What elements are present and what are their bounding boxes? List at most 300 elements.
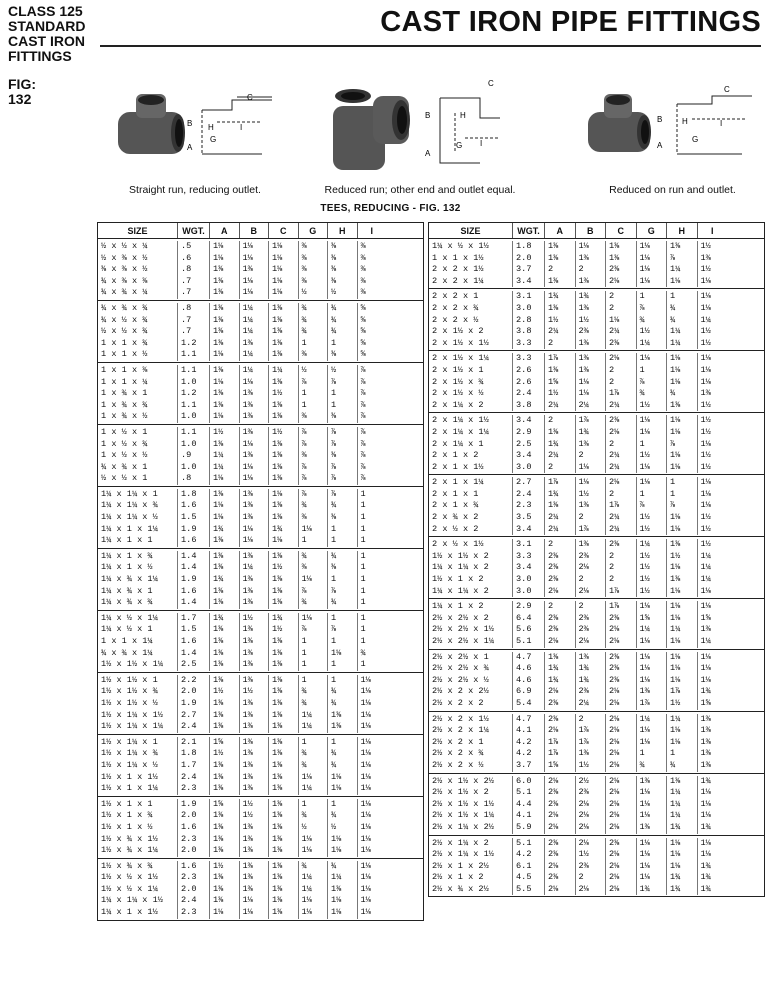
- table-cell: ⅞: [331, 488, 337, 499]
- table-cell: ¾: [301, 597, 307, 608]
- table-cell: 1⅛: [301, 845, 312, 856]
- column-wgt: [178, 675, 210, 733]
- table-cell: 1½ x 1¼ x 1: [101, 736, 158, 747]
- table-cell: 2⅜: [609, 837, 620, 848]
- table-cell: ¾: [639, 388, 645, 399]
- table-cell: 1: [639, 488, 645, 499]
- table-cell: ¾: [301, 500, 307, 511]
- table-cell: 1⅜: [213, 709, 224, 720]
- table-cell: 1⅜: [242, 821, 253, 832]
- table-cell: ⅜ x ⅜ x ½: [101, 264, 148, 275]
- table-cell: ⅜: [331, 264, 337, 275]
- table-cell: 1: [670, 291, 676, 302]
- table-cell: 1.4: [181, 562, 197, 573]
- column-b: [576, 838, 607, 896]
- table-cell: 1⅛: [242, 907, 253, 918]
- table-cell: 1: [301, 388, 307, 399]
- table-cell: 1⅜: [213, 287, 224, 298]
- table-cell: 1⅛: [578, 388, 589, 399]
- table-cell: 1⅜: [213, 585, 224, 596]
- table-cell: 2½ x 2 x 1¼: [432, 725, 489, 736]
- table-cell: 1½ x ¾ x 1½: [101, 833, 158, 844]
- size-group: [429, 774, 764, 836]
- column-g: [637, 291, 668, 349]
- table-cell: 4.2: [516, 736, 532, 747]
- table-cell: 2.3: [181, 872, 197, 883]
- table-cell: ⅜: [331, 562, 337, 573]
- table-cell: 1⅛: [700, 291, 711, 302]
- table-cell: ⅞: [360, 438, 366, 449]
- table-cell: 1¼ x ¾ x 1¼: [101, 574, 158, 585]
- table-cell: 1⅛: [242, 287, 253, 298]
- table-cell: 2 x 1½ x 1½: [432, 337, 489, 348]
- table-cell: 1⅛: [609, 314, 620, 325]
- table-cell: 1⅜: [272, 438, 283, 449]
- table-cell: 1 x ½ x 1: [101, 426, 148, 437]
- table-cell: 1⅜: [272, 845, 283, 856]
- column-i: [358, 489, 387, 547]
- table-cell: 2⅛: [609, 787, 620, 798]
- table-cell: ⅞: [331, 426, 337, 437]
- table-cell: 1¼: [670, 264, 681, 275]
- column-header: I: [370, 225, 373, 236]
- table-cell: 1: [360, 659, 366, 670]
- table-cell: 1⅛: [700, 500, 711, 511]
- table-cell: 1⅜: [213, 636, 224, 646]
- table-cell: ¾ x ⅜ x ⅜: [101, 275, 148, 286]
- table-cell: 1⅜: [242, 264, 253, 275]
- table-cell: 1⅜: [548, 364, 559, 375]
- column-b: [240, 427, 270, 485]
- table-cell: ⅜: [301, 264, 307, 275]
- table-cell: 1½: [213, 748, 224, 759]
- table-cell: 4.4: [516, 798, 532, 809]
- column-i: [698, 776, 728, 834]
- table-cell: 1.4: [181, 550, 197, 561]
- column-size: [98, 365, 178, 423]
- table-cell: 1.6: [181, 500, 197, 511]
- table-cell: 2½ x 1¼ x 1½: [432, 849, 494, 860]
- table-cell: ¾: [331, 314, 337, 325]
- tee-diagram-1: [182, 92, 277, 170]
- table-cell: ⅞: [360, 411, 366, 422]
- dimension-table-right: [428, 222, 765, 897]
- table-cell: ¾: [331, 759, 337, 770]
- svg-text:G: G: [692, 135, 699, 144]
- table-cell: 1¼: [242, 326, 253, 337]
- table-cell: 1⅛: [670, 636, 681, 646]
- table-cell: 1¼: [242, 314, 253, 325]
- table-cell: ½: [331, 821, 337, 832]
- table-cell: 2¼: [609, 512, 620, 523]
- table-cell: 1½: [242, 798, 253, 809]
- table-cell: 2½ x 1½ x 1½: [432, 798, 494, 809]
- table-cell: 1.9: [181, 523, 197, 534]
- table-cell: 1¾: [272, 523, 283, 534]
- column-size: [429, 415, 513, 473]
- table-cell: 2: [548, 415, 554, 426]
- table-cell: 1⅜: [548, 651, 559, 662]
- table-cell: 3.0: [516, 585, 532, 596]
- table-cell: 1.9: [181, 798, 197, 809]
- table-cell: 1: [301, 736, 307, 747]
- column-h: [667, 838, 698, 896]
- table-cell: 1⅜: [670, 574, 681, 585]
- table-cell: 1⅜: [700, 388, 711, 399]
- table-cell: 1⅜: [213, 488, 224, 499]
- table-cell: 1⅛: [700, 353, 711, 364]
- column-i: [358, 365, 387, 423]
- table-cell: 2½ x 2 x 2: [432, 697, 484, 708]
- column-i: [698, 539, 728, 597]
- table-cell: 1⅜: [272, 860, 283, 871]
- table-cell: 1⅞: [548, 736, 559, 747]
- table-cell: 1.4: [181, 597, 197, 608]
- column-size: [429, 241, 513, 287]
- table-cell: 2⅛: [609, 759, 620, 770]
- size-group: [98, 797, 423, 859]
- table-cell: 1⅜: [242, 721, 253, 732]
- table-cell: 1⅜: [213, 562, 224, 573]
- table-cell: 2 x ½ x 2: [432, 523, 479, 534]
- svg-text:H: H: [460, 111, 466, 120]
- table-cell: 4.1: [516, 810, 532, 821]
- table-cell: 1⅜: [578, 500, 589, 511]
- table-cell: 1¼: [670, 624, 681, 635]
- table-cell: 1⅜: [213, 275, 224, 286]
- column-b: [576, 539, 607, 597]
- table-cell: .7: [181, 287, 192, 298]
- table-cell: 1⅜: [272, 512, 283, 523]
- column-size: [98, 799, 178, 857]
- table-cell: 1⅜: [272, 473, 283, 484]
- table-cell: 1⅛: [360, 721, 371, 732]
- table-cell: 3.7: [516, 264, 532, 275]
- table-cell: ½ x ⅜ x ½: [101, 252, 148, 263]
- table-cell: 1⅛: [242, 241, 253, 251]
- column-wgt: [513, 776, 545, 834]
- table-cell: 2 x ¾ x 2: [432, 512, 479, 523]
- table-cell: 1⅜: [242, 783, 253, 794]
- table-cell: 1⅛: [700, 674, 711, 685]
- table-cell: 1⅜: [242, 488, 253, 499]
- table-cell: 1½: [639, 450, 650, 461]
- table-cell: 2 x ½ x 1½: [432, 539, 484, 550]
- table-cell: 1⅜: [578, 364, 589, 375]
- table-cell: 1⅜: [213, 364, 224, 375]
- table-cell: 1¼: [670, 810, 681, 821]
- table-cell: 2: [578, 872, 584, 883]
- table-cell: 1½ x 1½ x ¾: [101, 686, 158, 697]
- table-cell: 1½ x 1 x ¾: [101, 810, 153, 821]
- table-cell: 1¾: [700, 775, 711, 786]
- table-cell: 1⅜: [272, 550, 283, 561]
- table-cell: 1½: [272, 426, 283, 437]
- column-g: [299, 675, 329, 733]
- table-cell: 1⅛: [700, 488, 711, 499]
- svg-text:B: B: [187, 119, 193, 128]
- table-cell: 2.0: [181, 883, 197, 894]
- size-group: [98, 673, 423, 735]
- table-cell: 2⅛: [609, 736, 620, 747]
- column-b: [576, 353, 607, 411]
- table-cell: 1⅜: [331, 883, 342, 894]
- column-g: [299, 489, 329, 547]
- table-cell: 2 x 1 x 1¼: [432, 477, 484, 488]
- table-cell: 2¼: [578, 399, 589, 410]
- column-wgt: [513, 291, 545, 349]
- table-cell: 1⅛: [670, 562, 681, 573]
- table-cell: 1½ x 1½ x 1: [101, 674, 158, 685]
- column-h: [328, 551, 358, 609]
- table-cell: 1½ x 1¼ x ½: [101, 759, 158, 770]
- table-cell: 1¼: [272, 364, 283, 375]
- table-cell: 1⅛: [578, 376, 589, 387]
- column-size: [98, 737, 178, 795]
- table-cell: 2⅜: [609, 415, 620, 426]
- table-cell: 1½: [639, 326, 650, 337]
- table-cell: 1¼ x ½ x 1: [101, 624, 153, 635]
- column-h: [328, 489, 358, 547]
- table-cell: 1⅜: [213, 759, 224, 770]
- column-g: [299, 551, 329, 609]
- column-wgt: [178, 861, 210, 919]
- column-h: [667, 714, 698, 772]
- table-cell: 1: [670, 488, 676, 499]
- table-cell: 2 x 1 x ¾: [432, 500, 479, 511]
- table-cell: 2⅛: [609, 849, 620, 860]
- table-cell: 1⅛: [213, 907, 224, 918]
- table-cell: ⅝: [360, 302, 366, 313]
- table-cell: 1: [331, 399, 337, 410]
- table-cell: 1½ x 1½ x 1¼: [101, 659, 163, 670]
- table-cell: 1⅛: [670, 837, 681, 848]
- table-cell: 2.0: [181, 686, 197, 697]
- column-c: [606, 291, 637, 349]
- table-cell: 1.0: [181, 376, 197, 387]
- column-wgt: [178, 737, 210, 795]
- table-cell: 2⅜: [548, 624, 559, 635]
- table-cell: ⅞: [301, 488, 307, 499]
- table-cell: 1⅛: [670, 376, 681, 387]
- table-cell: 2⅛: [578, 636, 589, 646]
- table-cell: 1⅜: [272, 709, 283, 720]
- table-cell: 2⅛: [609, 883, 620, 894]
- tee-photo-1: [112, 90, 192, 170]
- table-cell: 1⅜: [213, 883, 224, 894]
- table-cell: 2⅜: [609, 612, 620, 623]
- table-cell: 1⅜: [242, 860, 253, 871]
- table-cell: ⅞: [360, 473, 366, 484]
- class-label-block: [8, 4, 98, 107]
- size-group: [98, 301, 423, 363]
- table-cell: 1⅞: [548, 353, 559, 364]
- column-g: [299, 861, 329, 919]
- table-cell: 1½ x ¾ x ¾: [101, 860, 153, 871]
- column-c: [269, 861, 299, 919]
- column-a: [545, 415, 576, 473]
- table-cell: 2.6: [516, 376, 532, 387]
- table-cell: 1: [670, 748, 676, 759]
- column-c: [269, 799, 299, 857]
- table-cell: 2⅜: [578, 550, 589, 561]
- table-cell: 1⅛: [700, 364, 711, 375]
- table-cell: 1⅛: [670, 651, 681, 662]
- column-i: [358, 551, 387, 609]
- table-cell: ⅞: [670, 500, 676, 511]
- column-a: [210, 613, 240, 671]
- table-cell: 1: [360, 512, 366, 523]
- table-cell: 1¾: [213, 523, 224, 534]
- table-cell: 1⅛: [639, 353, 650, 364]
- table-cell: 1: [670, 477, 676, 488]
- table-cell: 3.0: [516, 574, 532, 585]
- table-cell: 5.1: [516, 837, 532, 848]
- table-cell: ⅞: [331, 461, 337, 472]
- table-cell: 1⅜: [213, 302, 224, 313]
- table-cell: 2½ x ¾ x 2½: [432, 883, 489, 894]
- column-b: [240, 551, 270, 609]
- table-cell: 1⅛: [213, 473, 224, 484]
- svg-text:B: B: [657, 115, 663, 124]
- column-h: [328, 675, 358, 733]
- column-a: [210, 241, 240, 299]
- table-cell: 1⅜: [213, 833, 224, 844]
- table-cell: ¾: [331, 697, 337, 708]
- table-cell: 1⅛: [242, 438, 253, 449]
- table-cell: 1⅛: [213, 241, 224, 251]
- table-cell: 4.1: [516, 725, 532, 736]
- table-cell: 1⅜: [242, 771, 253, 782]
- table-cell: 1½: [639, 399, 650, 410]
- table-cell: 1¼: [670, 798, 681, 809]
- column-i: [698, 838, 728, 896]
- table-cell: 3.3: [516, 550, 532, 561]
- table-cell: ½: [301, 364, 307, 375]
- table-cell: 1¼: [242, 364, 253, 375]
- table-cell: 2⅜: [578, 787, 589, 798]
- table-cell: 2.0: [181, 810, 197, 821]
- table-cell: 1: [360, 550, 366, 561]
- table-cell: 2½ x 1¼ x 2: [432, 837, 489, 848]
- size-group: [98, 487, 423, 549]
- column-a: [210, 489, 240, 547]
- table-cell: 6.4: [516, 612, 532, 623]
- table-cell: 2⅛: [609, 798, 620, 809]
- table-cell: 2.4: [181, 771, 197, 782]
- table-cell: 2⅛: [609, 872, 620, 883]
- table-cell: 2⅛: [609, 686, 620, 697]
- table-cell: 2⅜: [548, 849, 559, 860]
- size-group: [429, 413, 764, 475]
- table-cell: 1½: [700, 523, 711, 534]
- table-cell: 2⅜: [548, 872, 559, 883]
- table-cell: 1½: [213, 426, 224, 437]
- table-cell: 1⅜: [272, 821, 283, 832]
- size-group: [429, 239, 764, 289]
- table-cell: 2¼: [609, 326, 620, 337]
- table-cell: 2⅜: [609, 264, 620, 275]
- table-cell: 1½: [272, 562, 283, 573]
- table-cell: 1.9: [181, 697, 197, 708]
- table-cell: 1⅜: [670, 775, 681, 786]
- table-cell: 1½: [700, 337, 711, 348]
- table-cell: 1¼: [301, 709, 312, 720]
- table-cell: 1⅛: [331, 647, 342, 658]
- column-header: H: [328, 223, 358, 238]
- table-cell: 1 x 1 x ¾: [101, 337, 148, 348]
- table-cell: 1⅝: [700, 612, 711, 623]
- table-cell: 2⅛: [548, 821, 559, 832]
- table-cell: 1.7: [181, 759, 197, 770]
- table-cell: 1: [331, 659, 337, 670]
- table-cell: 1⅞: [609, 388, 620, 399]
- column-g: [299, 737, 329, 795]
- table-cell: 2½ x 2½ x 1½: [432, 624, 494, 635]
- table-cell: 1⅛: [639, 651, 650, 662]
- table-cell: 2⅛: [548, 585, 559, 596]
- table-cell: 1⅞: [578, 736, 589, 747]
- table-cell: ¾: [639, 314, 645, 325]
- table-cell: 1½: [242, 686, 253, 697]
- table-cell: 1⅜: [242, 585, 253, 596]
- table-cell: 1⅜: [242, 674, 253, 685]
- table-cell: 1⅜: [272, 810, 283, 821]
- table-cell: 1½: [700, 450, 711, 461]
- table-cell: 1⅜: [272, 907, 283, 918]
- table-cell: ¾: [331, 500, 337, 511]
- table-cell: 1⅜: [700, 725, 711, 736]
- column-c: [606, 477, 637, 535]
- table-cell: 1⅛: [301, 523, 312, 534]
- table-cell: 1⅛: [242, 895, 253, 906]
- column-i: [358, 241, 387, 299]
- table-cell: 1: [360, 636, 366, 646]
- table-cell: 2⅛: [609, 636, 620, 646]
- table-cell: 2 x 1½ x 1¼: [432, 353, 489, 364]
- table-cell: 2½ x 1½ x 1¼: [432, 810, 494, 821]
- table-cell: 3.1: [516, 539, 532, 550]
- table-cell: ¾: [301, 810, 307, 821]
- table-cell: 2⅛: [548, 686, 559, 697]
- table-cell: 1⅜: [213, 697, 224, 708]
- column-h: [328, 861, 358, 919]
- table-cell: 1: [331, 574, 337, 585]
- table-cell: 2: [609, 376, 615, 387]
- table-cell: 1⅜: [242, 500, 253, 511]
- table-cell: 1.0: [181, 461, 197, 472]
- table-cell: 1⅛: [360, 821, 371, 832]
- table-cell: ½ x ½ x 1: [101, 473, 148, 484]
- table-cell: ⅜: [331, 252, 337, 263]
- table-cell: ¾: [331, 860, 337, 871]
- table-cell: 1⅜: [242, 759, 253, 770]
- table-cell: 1⅛: [213, 411, 224, 422]
- table-cell: 2.4: [516, 388, 532, 399]
- table-cell: 1⅛: [639, 241, 650, 251]
- table-cell: ⅜: [331, 241, 337, 251]
- table-cell: 1⅜: [272, 337, 283, 348]
- table-cell: 2½ x 2½ x 2: [432, 612, 489, 623]
- table-cell: 6.0: [516, 775, 532, 786]
- table-cell: 1⅜: [548, 252, 559, 263]
- table-cell: 1½: [700, 399, 711, 410]
- column-h: [667, 353, 698, 411]
- table-cell: ⅜: [331, 411, 337, 422]
- column-g: [637, 539, 668, 597]
- table-cell: 1.0: [181, 438, 197, 449]
- column-b: [576, 241, 607, 287]
